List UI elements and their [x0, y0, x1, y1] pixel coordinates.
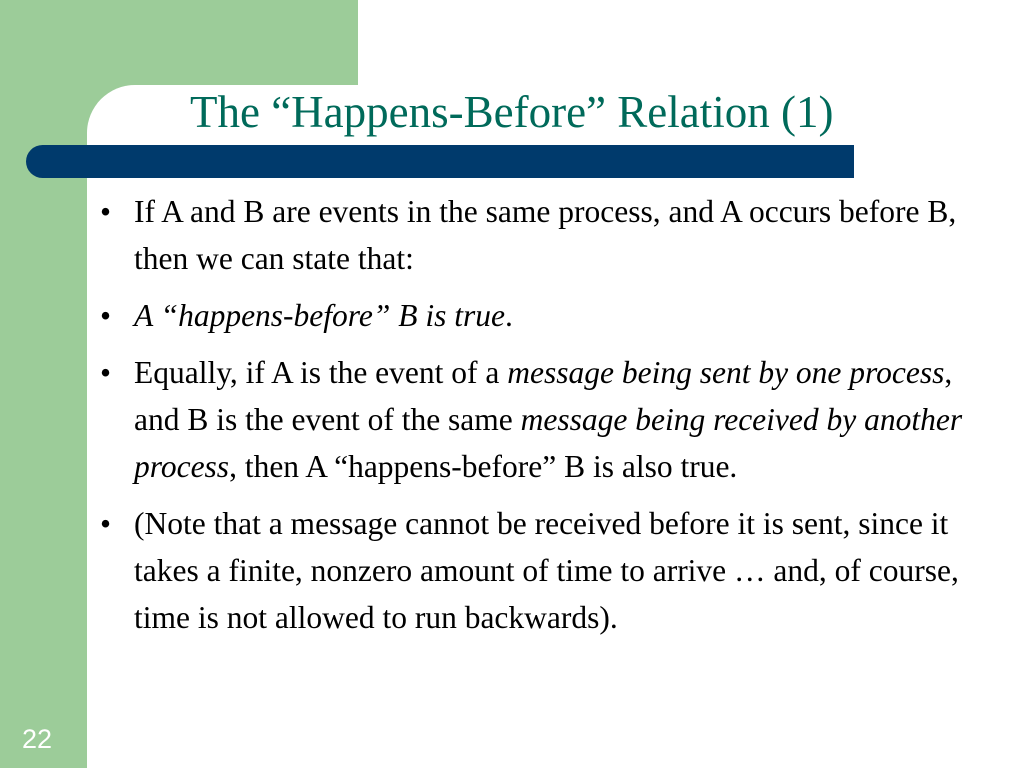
- bullet-dot-icon: •: [100, 194, 112, 229]
- bullet-item: [96, 188, 996, 282]
- bullet-text: , and B is the event of the same: [134, 355, 953, 437]
- bullet-item: [96, 349, 996, 490]
- bullet-text: .: [505, 298, 513, 333]
- bullet-text: If A and B are events in the same process, and A occurs before B, then we can state that:: [134, 194, 957, 276]
- slide-number: 22: [22, 724, 53, 754]
- bullet-item: [96, 500, 996, 641]
- bullet-text-italic: message being received by another process: [134, 402, 963, 484]
- bullet-list: [96, 188, 996, 651]
- bullet-text: (Note that a message cannot be received before it is sent, since it takes a finite, nonzero amount of time to arrive … and, of course, time is not allowed to run backwards).: [134, 506, 959, 635]
- bullet-dot-icon: •: [100, 298, 112, 333]
- bullet-text-italic: A “happens-before” B is true: [134, 298, 505, 333]
- bullet-text-italic: message being sent by one process: [507, 355, 945, 390]
- title-underline-bar: [26, 145, 854, 178]
- slide-title: The “Happens-Before” Relation (1): [190, 87, 834, 137]
- bullet-dot-icon: •: [100, 355, 112, 390]
- bullet-text: , then A “happens-before” B is also true.: [229, 449, 738, 484]
- bullet-dot-icon: •: [100, 506, 112, 541]
- bullet-item: [96, 292, 996, 339]
- bullet-text: Equally, if A is the event of a: [134, 355, 508, 390]
